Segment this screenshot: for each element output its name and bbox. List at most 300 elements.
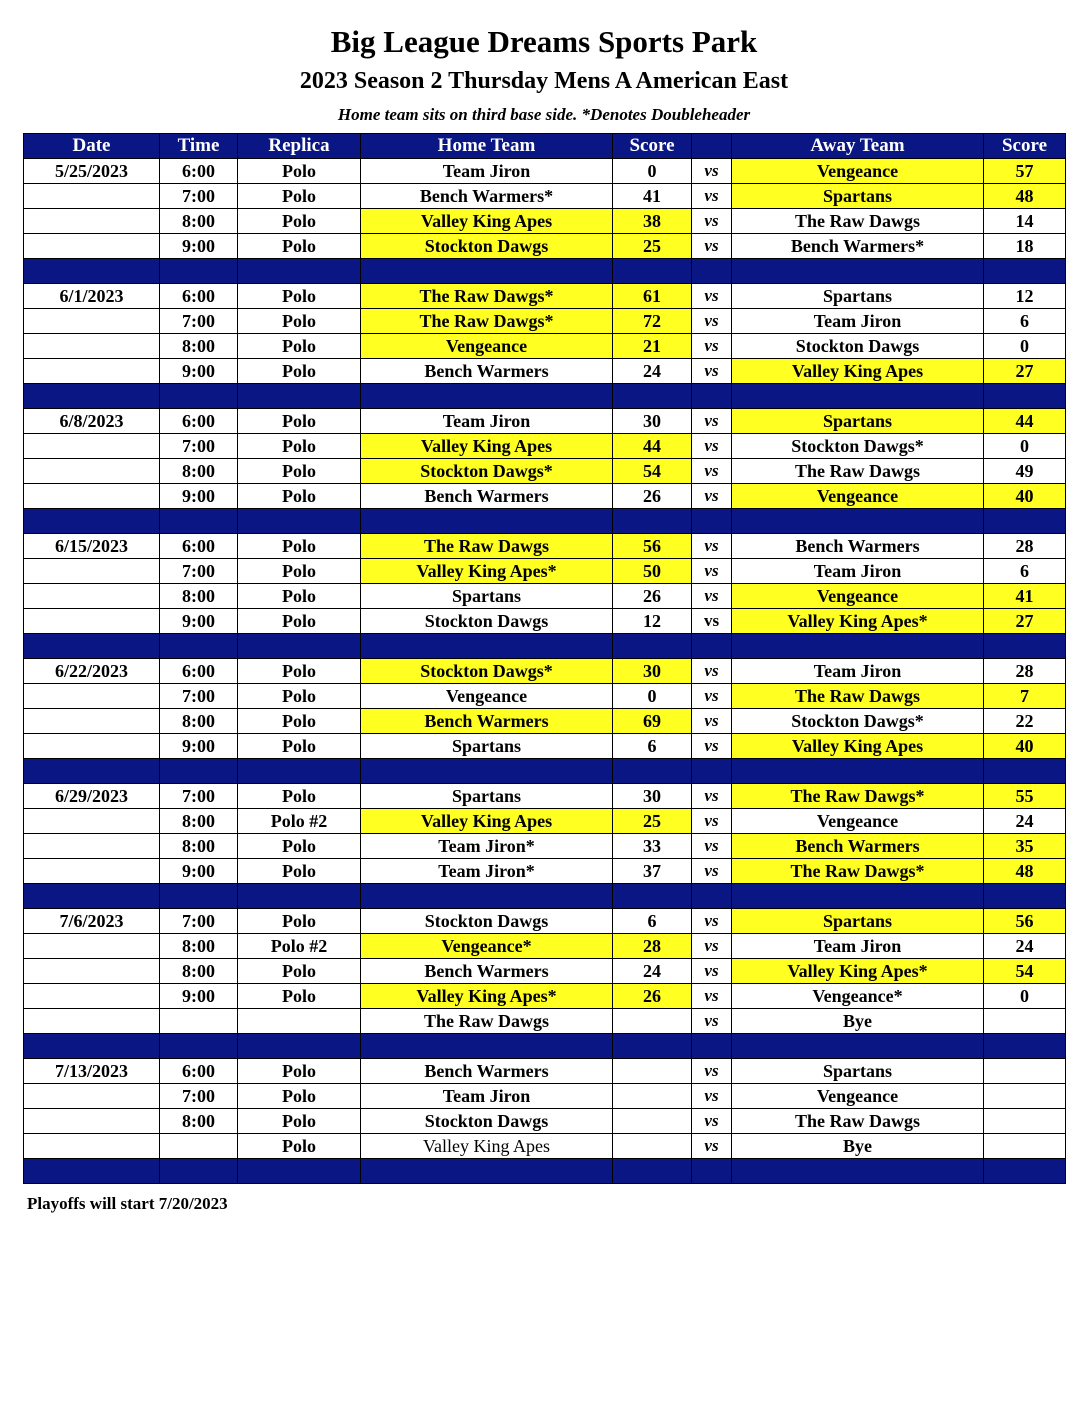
time-cell: 9:00 bbox=[160, 609, 238, 634]
time-cell: 8:00 bbox=[160, 709, 238, 734]
time-cell: 6:00 bbox=[160, 409, 238, 434]
separator-cell bbox=[692, 759, 732, 784]
replica-cell: Polo bbox=[238, 784, 361, 809]
separator-cell bbox=[24, 634, 160, 659]
separator-cell bbox=[984, 634, 1066, 659]
date-cell bbox=[24, 484, 160, 509]
separator-cell bbox=[361, 884, 613, 909]
home-score-cell: 30 bbox=[613, 409, 692, 434]
away-score-cell: 0 bbox=[984, 334, 1066, 359]
separator-cell bbox=[984, 1159, 1066, 1184]
vs-cell: vs bbox=[692, 809, 732, 834]
game-row bbox=[24, 184, 1066, 209]
separator-cell bbox=[238, 1034, 361, 1059]
separator-cell bbox=[238, 759, 361, 784]
separator-cell bbox=[984, 259, 1066, 284]
game-row bbox=[24, 609, 1066, 634]
vs-cell: vs bbox=[692, 1084, 732, 1109]
separator-cell bbox=[160, 259, 238, 284]
home-team-cell: Stockton Dawgs bbox=[361, 909, 613, 934]
replica-cell: Polo bbox=[238, 434, 361, 459]
vs-cell: vs bbox=[692, 959, 732, 984]
replica-cell: Polo bbox=[238, 1059, 361, 1084]
away-team-cell: Spartans bbox=[732, 909, 984, 934]
separator-cell bbox=[692, 509, 732, 534]
away-team-cell: Spartans bbox=[732, 409, 984, 434]
home-score-cell: 25 bbox=[613, 809, 692, 834]
vs-cell: vs bbox=[692, 859, 732, 884]
game-row bbox=[24, 709, 1066, 734]
home-score-cell: 61 bbox=[613, 284, 692, 309]
home-score-cell: 56 bbox=[613, 534, 692, 559]
home-score-cell: 26 bbox=[613, 484, 692, 509]
home-team-cell: Stockton Dawgs bbox=[361, 1109, 613, 1134]
game-row bbox=[24, 1084, 1066, 1109]
date-cell: 6/15/2023 bbox=[24, 534, 160, 559]
date-cell: 7/13/2023 bbox=[24, 1059, 160, 1084]
home-score-cell bbox=[613, 1084, 692, 1109]
time-cell: 6:00 bbox=[160, 1059, 238, 1084]
away-team-cell: The Raw Dawgs* bbox=[732, 859, 984, 884]
time-cell bbox=[160, 1134, 238, 1159]
away-score-cell: 0 bbox=[984, 434, 1066, 459]
home-team-cell: Valley King Apes* bbox=[361, 984, 613, 1009]
date-cell bbox=[24, 459, 160, 484]
home-score-cell: 30 bbox=[613, 659, 692, 684]
home-team-cell: The Raw Dawgs* bbox=[361, 309, 613, 334]
game-row bbox=[24, 359, 1066, 384]
home-score-cell: 30 bbox=[613, 784, 692, 809]
home-team-cell: Team Jiron* bbox=[361, 834, 613, 859]
home-score-cell: 72 bbox=[613, 309, 692, 334]
away-team-cell: Vengeance* bbox=[732, 984, 984, 1009]
away-score-cell: 18 bbox=[984, 234, 1066, 259]
separator-cell bbox=[361, 1034, 613, 1059]
date-cell: 6/29/2023 bbox=[24, 784, 160, 809]
home-team-cell: Valley King Apes* bbox=[361, 559, 613, 584]
home-team-cell: Spartans bbox=[361, 584, 613, 609]
home-score-cell: 41 bbox=[613, 184, 692, 209]
separator-cell bbox=[613, 759, 692, 784]
away-score-cell: 56 bbox=[984, 909, 1066, 934]
vs-cell: vs bbox=[692, 559, 732, 584]
home-score-cell: 6 bbox=[613, 909, 692, 934]
replica-cell: Polo bbox=[238, 659, 361, 684]
time-cell: 7:00 bbox=[160, 1084, 238, 1109]
separator-cell bbox=[692, 634, 732, 659]
replica-cell: Polo bbox=[238, 209, 361, 234]
separator-cell bbox=[160, 509, 238, 534]
schedule-table bbox=[23, 133, 1066, 1184]
away-team-cell: Team Jiron bbox=[732, 659, 984, 684]
away-score-cell: 22 bbox=[984, 709, 1066, 734]
separator-cell bbox=[361, 759, 613, 784]
replica-cell: Polo bbox=[238, 459, 361, 484]
separator-cell bbox=[238, 634, 361, 659]
vs-cell: vs bbox=[692, 709, 732, 734]
time-cell: 6:00 bbox=[160, 284, 238, 309]
home-team-cell: Bench Warmers bbox=[361, 359, 613, 384]
replica-cell: Polo bbox=[238, 909, 361, 934]
separator-cell bbox=[732, 1159, 984, 1184]
away-team-cell: Valley King Apes* bbox=[732, 609, 984, 634]
away-team-cell: Valley King Apes* bbox=[732, 959, 984, 984]
separator-cell bbox=[613, 384, 692, 409]
separator-cell bbox=[613, 634, 692, 659]
date-cell bbox=[24, 559, 160, 584]
vs-cell: vs bbox=[692, 784, 732, 809]
date-cell: 6/22/2023 bbox=[24, 659, 160, 684]
away-team-cell: Vengeance bbox=[732, 809, 984, 834]
date-cell bbox=[24, 959, 160, 984]
date-cell bbox=[24, 359, 160, 384]
col-vs bbox=[692, 134, 732, 159]
home-team-cell: Vengeance bbox=[361, 684, 613, 709]
home-team-cell: Vengeance* bbox=[361, 934, 613, 959]
away-team-cell: Bench Warmers bbox=[732, 834, 984, 859]
away-team-cell: Spartans bbox=[732, 284, 984, 309]
date-cell bbox=[24, 609, 160, 634]
vs-cell: vs bbox=[692, 984, 732, 1009]
away-score-cell: 24 bbox=[984, 809, 1066, 834]
game-row bbox=[24, 234, 1066, 259]
separator-cell bbox=[24, 884, 160, 909]
home-team-cell: The Raw Dawgs bbox=[361, 534, 613, 559]
replica-cell: Polo bbox=[238, 834, 361, 859]
separator-cell bbox=[613, 509, 692, 534]
date-cell bbox=[24, 184, 160, 209]
replica-cell: Polo bbox=[238, 1084, 361, 1109]
away-team-cell: The Raw Dawgs bbox=[732, 459, 984, 484]
away-score-cell bbox=[984, 1109, 1066, 1134]
separator-cell bbox=[692, 384, 732, 409]
away-team-cell: Vengeance bbox=[732, 1084, 984, 1109]
game-row bbox=[24, 934, 1066, 959]
home-score-cell bbox=[613, 1009, 692, 1034]
col-replica: Replica bbox=[238, 134, 361, 159]
separator-cell bbox=[361, 634, 613, 659]
vs-cell: vs bbox=[692, 359, 732, 384]
time-cell: 7:00 bbox=[160, 909, 238, 934]
away-team-cell: Team Jiron bbox=[732, 309, 984, 334]
home-score-cell: 33 bbox=[613, 834, 692, 859]
col-date: Date bbox=[24, 134, 160, 159]
away-team-cell: Vengeance bbox=[732, 159, 984, 184]
home-score-cell: 26 bbox=[613, 584, 692, 609]
separator-cell bbox=[984, 884, 1066, 909]
home-score-cell: 37 bbox=[613, 859, 692, 884]
time-cell: 8:00 bbox=[160, 459, 238, 484]
home-team-cell: Bench Warmers bbox=[361, 484, 613, 509]
separator-cell bbox=[361, 509, 613, 534]
game-row bbox=[24, 409, 1066, 434]
separator-cell bbox=[361, 1159, 613, 1184]
away-score-cell: 54 bbox=[984, 959, 1066, 984]
game-row bbox=[24, 834, 1066, 859]
time-cell: 8:00 bbox=[160, 834, 238, 859]
date-cell bbox=[24, 734, 160, 759]
replica-cell: Polo #2 bbox=[238, 809, 361, 834]
home-team-cell: Bench Warmers bbox=[361, 709, 613, 734]
away-team-cell: The Raw Dawgs* bbox=[732, 784, 984, 809]
home-score-cell bbox=[613, 1134, 692, 1159]
game-row bbox=[24, 984, 1066, 1009]
separator-cell bbox=[160, 634, 238, 659]
home-team-cell: The Raw Dawgs* bbox=[361, 284, 613, 309]
separator-cell bbox=[24, 759, 160, 784]
home-score-cell bbox=[613, 1059, 692, 1084]
replica-cell: Polo bbox=[238, 184, 361, 209]
game-row bbox=[24, 209, 1066, 234]
away-team-cell: The Raw Dawgs bbox=[732, 1109, 984, 1134]
header-row bbox=[24, 134, 1066, 159]
week-separator bbox=[24, 384, 1066, 409]
schedule-note: Home team sits on third base side. *Denotes Doubleheader bbox=[337, 105, 751, 124]
time-cell: 7:00 bbox=[160, 784, 238, 809]
separator-cell bbox=[24, 384, 160, 409]
replica-cell: Polo bbox=[238, 359, 361, 384]
home-team-cell: Valley King Apes bbox=[361, 1134, 613, 1159]
vs-cell: vs bbox=[692, 434, 732, 459]
home-score-cell: 26 bbox=[613, 984, 692, 1009]
vs-cell: vs bbox=[692, 934, 732, 959]
time-cell: 8:00 bbox=[160, 584, 238, 609]
separator-cell bbox=[732, 884, 984, 909]
replica-cell: Polo bbox=[238, 284, 361, 309]
vs-cell: vs bbox=[692, 334, 732, 359]
away-team-cell: Spartans bbox=[732, 1059, 984, 1084]
date-cell bbox=[24, 984, 160, 1009]
game-row bbox=[24, 434, 1066, 459]
home-team-cell: Bench Warmers bbox=[361, 1059, 613, 1084]
home-score-cell: 12 bbox=[613, 609, 692, 634]
replica-cell: Polo bbox=[238, 584, 361, 609]
replica-cell: Polo bbox=[238, 684, 361, 709]
away-score-cell: 57 bbox=[984, 159, 1066, 184]
time-cell: 8:00 bbox=[160, 809, 238, 834]
away-score-cell: 40 bbox=[984, 734, 1066, 759]
away-team-cell: Bench Warmers* bbox=[732, 234, 984, 259]
replica-cell: Polo bbox=[238, 484, 361, 509]
replica-cell: Polo bbox=[238, 559, 361, 584]
week-separator bbox=[24, 759, 1066, 784]
away-score-cell bbox=[984, 1059, 1066, 1084]
separator-cell bbox=[361, 384, 613, 409]
time-cell: 9:00 bbox=[160, 859, 238, 884]
away-team-cell: Spartans bbox=[732, 184, 984, 209]
game-row bbox=[24, 1009, 1066, 1034]
date-cell bbox=[24, 684, 160, 709]
home-score-cell: 0 bbox=[613, 159, 692, 184]
home-score-cell bbox=[613, 1109, 692, 1134]
replica-cell: Polo bbox=[238, 984, 361, 1009]
away-team-cell: Bench Warmers bbox=[732, 534, 984, 559]
date-cell bbox=[24, 1009, 160, 1034]
away-team-cell: Team Jiron bbox=[732, 934, 984, 959]
away-team-cell: Valley King Apes bbox=[732, 734, 984, 759]
separator-cell bbox=[984, 384, 1066, 409]
away-score-cell: 41 bbox=[984, 584, 1066, 609]
separator-cell bbox=[984, 759, 1066, 784]
replica-cell: Polo bbox=[238, 859, 361, 884]
date-cell bbox=[24, 934, 160, 959]
time-cell: 8:00 bbox=[160, 934, 238, 959]
separator-cell bbox=[732, 384, 984, 409]
away-score-cell: 0 bbox=[984, 984, 1066, 1009]
home-score-cell: 0 bbox=[613, 684, 692, 709]
page-title: Big League Dreams Sports Park bbox=[330, 24, 758, 59]
date-cell bbox=[24, 334, 160, 359]
time-cell: 6:00 bbox=[160, 159, 238, 184]
vs-cell: vs bbox=[692, 684, 732, 709]
week-separator bbox=[24, 634, 1066, 659]
away-team-cell: The Raw Dawgs bbox=[732, 684, 984, 709]
vs-cell: vs bbox=[692, 309, 732, 334]
home-team-cell: Spartans bbox=[361, 784, 613, 809]
game-row bbox=[24, 284, 1066, 309]
time-cell: 8:00 bbox=[160, 209, 238, 234]
away-score-cell: 49 bbox=[984, 459, 1066, 484]
home-score-cell: 6 bbox=[613, 734, 692, 759]
separator-cell bbox=[732, 759, 984, 784]
week-separator bbox=[24, 259, 1066, 284]
away-score-cell: 28 bbox=[984, 659, 1066, 684]
separator-cell bbox=[692, 884, 732, 909]
date-cell bbox=[24, 859, 160, 884]
home-team-cell: Stockton Dawgs bbox=[361, 234, 613, 259]
separator-cell bbox=[24, 1159, 160, 1184]
away-team-cell: Valley King Apes bbox=[732, 359, 984, 384]
home-team-cell: Valley King Apes bbox=[361, 434, 613, 459]
date-cell: 6/1/2023 bbox=[24, 284, 160, 309]
separator-cell bbox=[160, 1159, 238, 1184]
separator-cell bbox=[160, 384, 238, 409]
time-cell: 8:00 bbox=[160, 1109, 238, 1134]
home-team-cell: Team Jiron bbox=[361, 159, 613, 184]
replica-cell: Polo bbox=[238, 234, 361, 259]
game-row bbox=[24, 459, 1066, 484]
vs-cell: vs bbox=[692, 1109, 732, 1134]
time-cell: 8:00 bbox=[160, 334, 238, 359]
date-cell bbox=[24, 584, 160, 609]
week-separator bbox=[24, 884, 1066, 909]
separator-cell bbox=[732, 1034, 984, 1059]
home-team-cell: Bench Warmers* bbox=[361, 184, 613, 209]
vs-cell: vs bbox=[692, 834, 732, 859]
home-team-cell: Valley King Apes bbox=[361, 809, 613, 834]
time-cell: 9:00 bbox=[160, 984, 238, 1009]
vs-cell: vs bbox=[692, 1009, 732, 1034]
col-home-score: Score bbox=[613, 134, 692, 159]
date-cell bbox=[24, 209, 160, 234]
time-cell: 9:00 bbox=[160, 734, 238, 759]
col-time: Time bbox=[160, 134, 238, 159]
col-home-team: Home Team bbox=[361, 134, 613, 159]
separator-cell bbox=[238, 509, 361, 534]
col-away-team: Away Team bbox=[732, 134, 984, 159]
replica-cell: Polo bbox=[238, 734, 361, 759]
separator-cell bbox=[613, 1159, 692, 1184]
replica-cell bbox=[238, 1009, 361, 1034]
game-row bbox=[24, 559, 1066, 584]
vs-cell: vs bbox=[692, 609, 732, 634]
time-cell: 7:00 bbox=[160, 309, 238, 334]
game-row bbox=[24, 584, 1066, 609]
separator-cell bbox=[361, 259, 613, 284]
date-cell bbox=[24, 1109, 160, 1134]
separator-cell bbox=[160, 884, 238, 909]
home-score-cell: 24 bbox=[613, 959, 692, 984]
game-row bbox=[24, 534, 1066, 559]
away-score-cell: 7 bbox=[984, 684, 1066, 709]
vs-cell: vs bbox=[692, 909, 732, 934]
home-team-cell: The Raw Dawgs bbox=[361, 1009, 613, 1034]
vs-cell: vs bbox=[692, 234, 732, 259]
home-score-cell: 25 bbox=[613, 234, 692, 259]
away-score-cell: 48 bbox=[984, 184, 1066, 209]
vs-cell: vs bbox=[692, 484, 732, 509]
vs-cell: vs bbox=[692, 459, 732, 484]
separator-cell bbox=[613, 884, 692, 909]
home-score-cell: 24 bbox=[613, 359, 692, 384]
home-team-cell: Spartans bbox=[361, 734, 613, 759]
date-cell bbox=[24, 809, 160, 834]
time-cell: 9:00 bbox=[160, 234, 238, 259]
separator-cell bbox=[732, 509, 984, 534]
home-team-cell: Team Jiron bbox=[361, 1084, 613, 1109]
away-score-cell bbox=[984, 1084, 1066, 1109]
time-cell: 8:00 bbox=[160, 959, 238, 984]
page-subtitle: 2023 Season 2 Thursday Mens A American East bbox=[299, 68, 789, 94]
separator-cell bbox=[692, 259, 732, 284]
col-away-score: Score bbox=[984, 134, 1066, 159]
time-cell: 7:00 bbox=[160, 434, 238, 459]
separator-cell bbox=[24, 259, 160, 284]
away-team-cell: Vengeance bbox=[732, 584, 984, 609]
date-cell bbox=[24, 709, 160, 734]
time-cell: 7:00 bbox=[160, 684, 238, 709]
home-score-cell: 38 bbox=[613, 209, 692, 234]
date-cell: 7/6/2023 bbox=[24, 909, 160, 934]
home-team-cell: Valley King Apes bbox=[361, 209, 613, 234]
replica-cell: Polo #2 bbox=[238, 934, 361, 959]
home-team-cell: Team Jiron bbox=[361, 409, 613, 434]
game-row bbox=[24, 659, 1066, 684]
game-row bbox=[24, 484, 1066, 509]
home-score-cell: 54 bbox=[613, 459, 692, 484]
game-row bbox=[24, 1134, 1066, 1159]
away-score-cell: 55 bbox=[984, 784, 1066, 809]
week-separator bbox=[24, 509, 1066, 534]
date-cell bbox=[24, 1084, 160, 1109]
home-team-cell: Team Jiron* bbox=[361, 859, 613, 884]
replica-cell: Polo bbox=[238, 309, 361, 334]
replica-cell: Polo bbox=[238, 1109, 361, 1134]
date-cell: 5/25/2023 bbox=[24, 159, 160, 184]
away-team-cell: Stockton Dawgs* bbox=[732, 434, 984, 459]
game-row bbox=[24, 784, 1066, 809]
away-score-cell: 44 bbox=[984, 409, 1066, 434]
vs-cell: vs bbox=[692, 409, 732, 434]
separator-cell bbox=[238, 1159, 361, 1184]
home-team-cell: Stockton Dawgs bbox=[361, 609, 613, 634]
away-score-cell: 14 bbox=[984, 209, 1066, 234]
replica-cell: Polo bbox=[238, 159, 361, 184]
separator-cell bbox=[613, 1034, 692, 1059]
playoffs-note: Playoffs will start 7/20/2023 bbox=[27, 1194, 228, 1213]
game-row bbox=[24, 1109, 1066, 1134]
away-score-cell: 27 bbox=[984, 609, 1066, 634]
